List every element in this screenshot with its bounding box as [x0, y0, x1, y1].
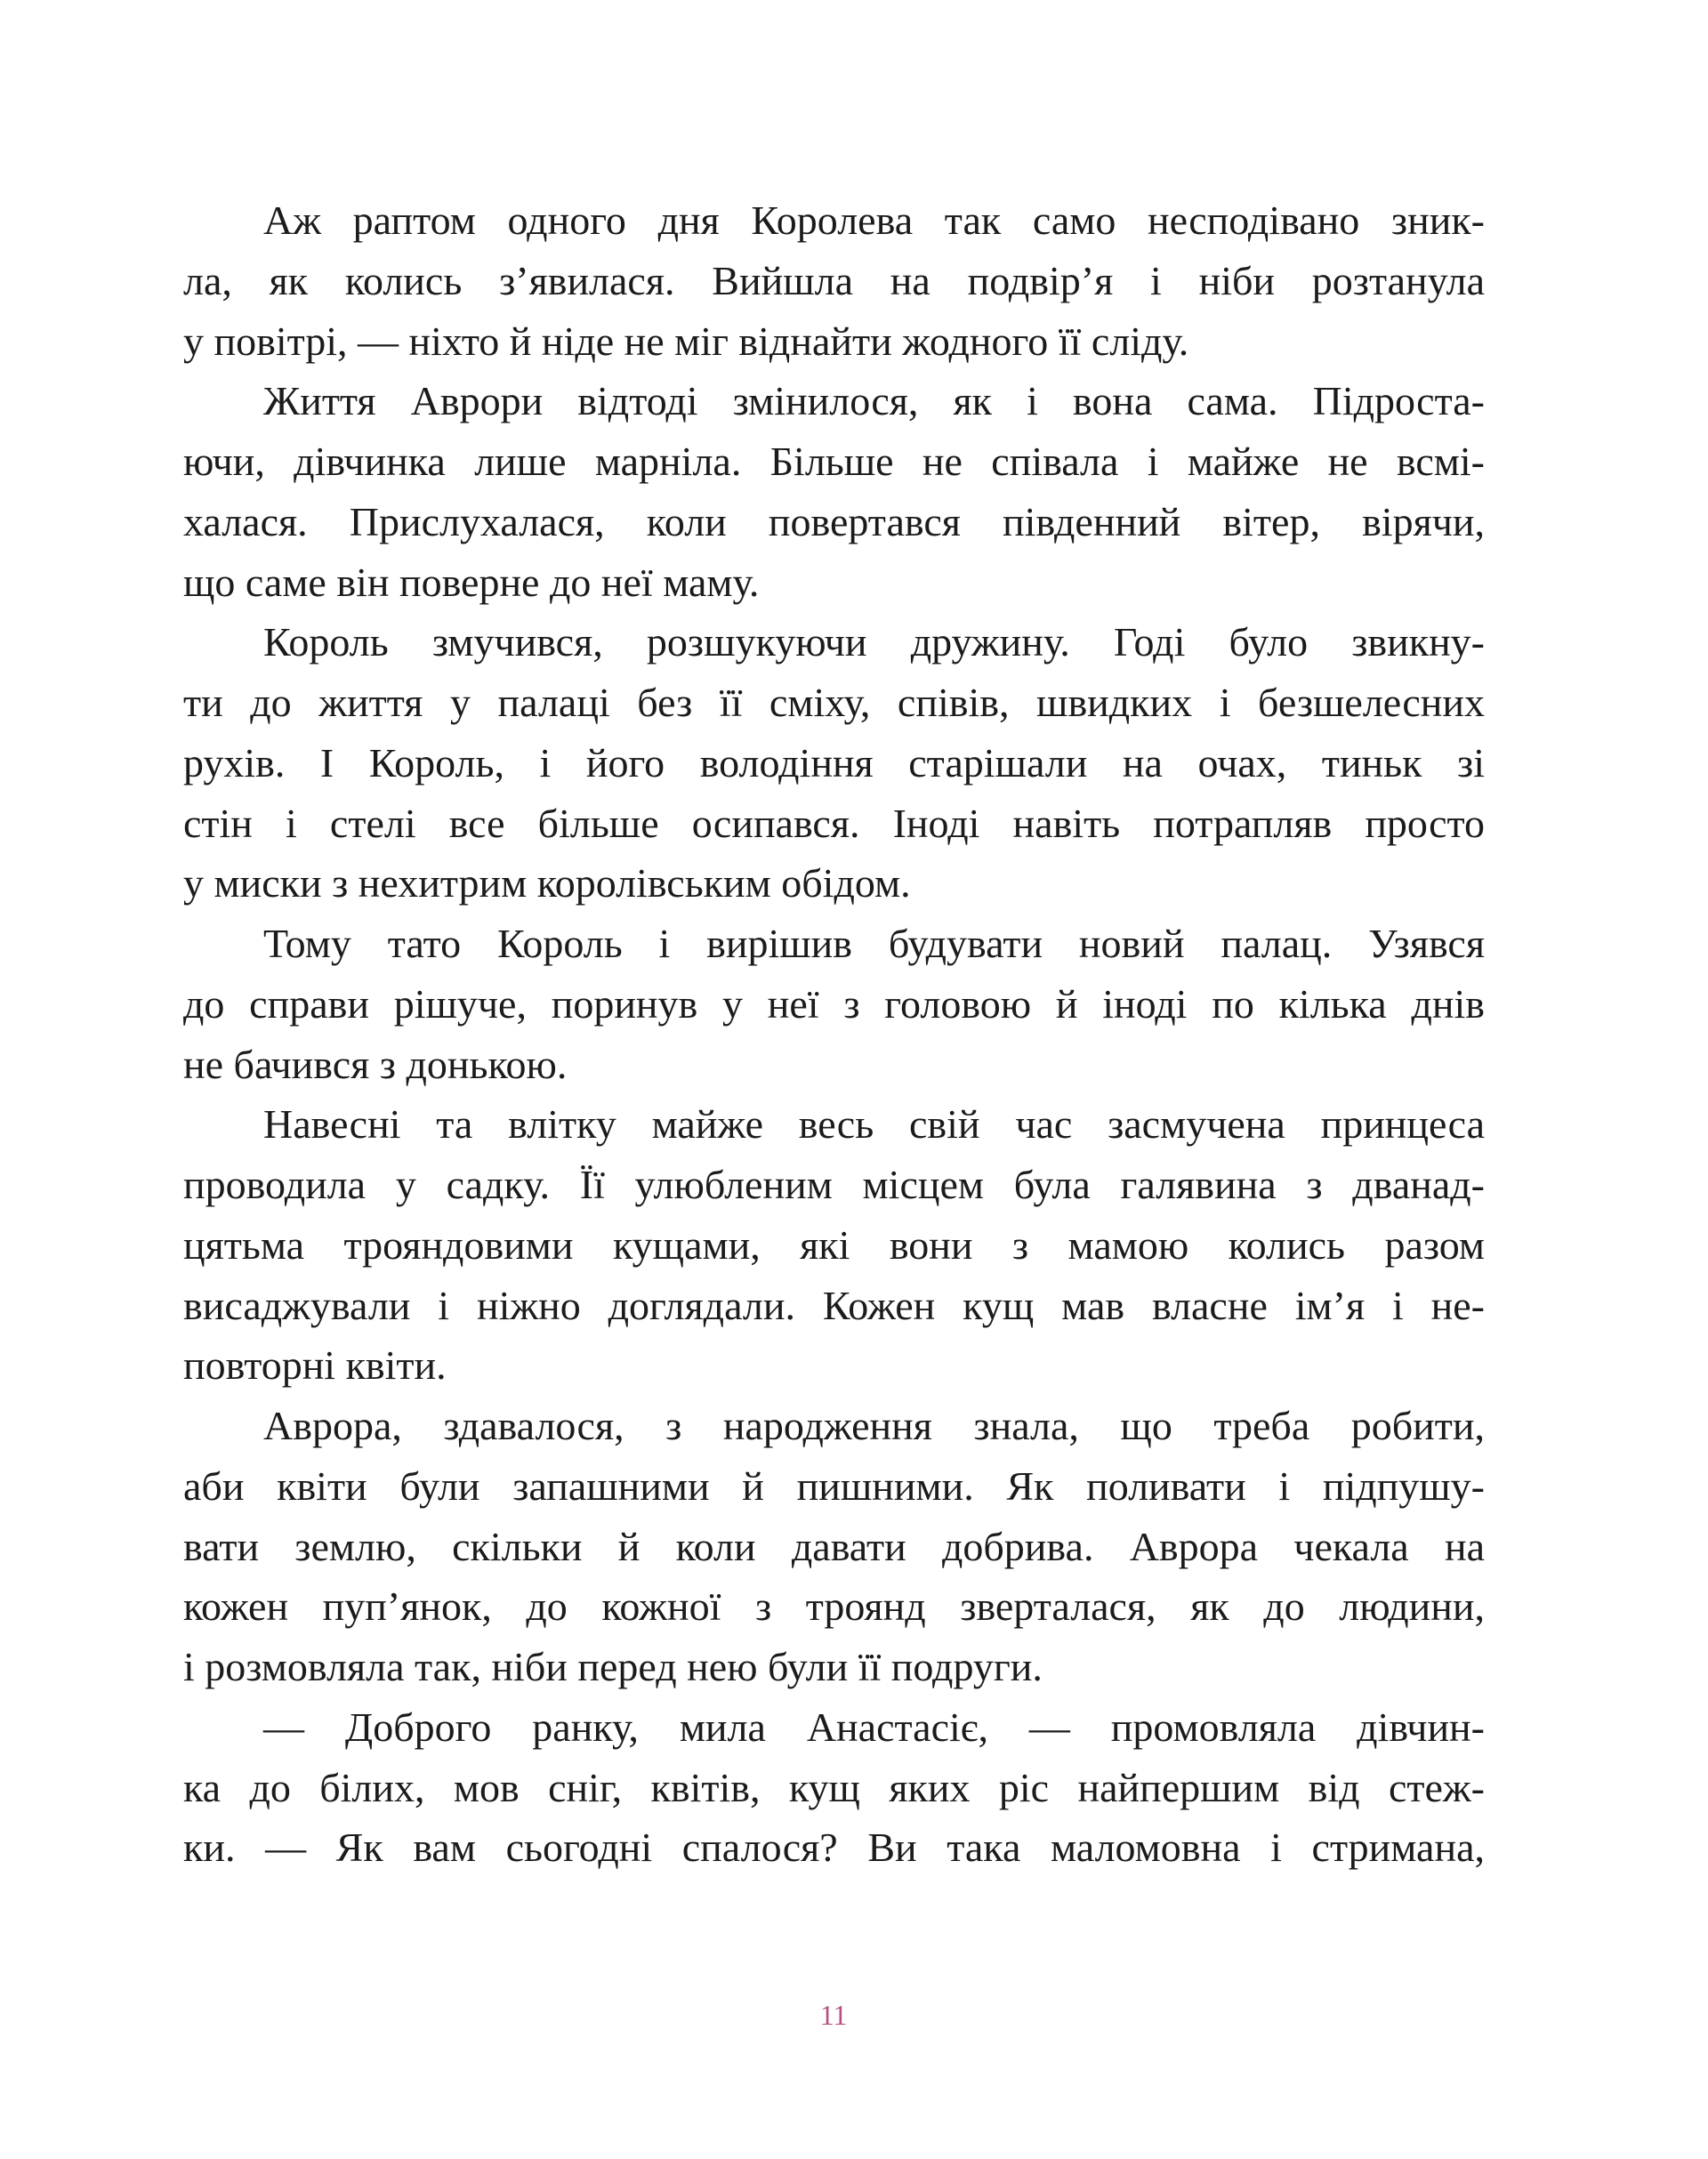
text-line: у повітрі, — ніхто й ніде не міг віднайти жодного її сліду. [183, 318, 1189, 364]
text-line: стін і стелі все більше осипався. Іноді навіть потрапляв просто [183, 800, 1485, 846]
text-line: аби квіти були запашними й пишними. Як поливати і підпушу- [183, 1462, 1485, 1509]
text-line: ючи, дівчинка лише марніла. Більше не співала і майже не всмі- [183, 439, 1485, 484]
text-line: Аж раптом одного дня Королева так само несподівано зник- [263, 197, 1485, 243]
text-line: ка до білих, мов сніг, квітів, кущ яких ріс найпершим від стеж- [183, 1764, 1485, 1810]
text-line: ла, як колись з’явилася. Вийшла на подвір’я і ніби розтанула [183, 257, 1485, 303]
paragraph [183, 612, 1485, 914]
paragraph [183, 1697, 1485, 1878]
text-line: рухів. І Король, і його володіння старішали на очах, тиньк зі [183, 739, 1485, 785]
text-line: до справи рішуче, поринув у неї з головою й іноді по кілька днів [183, 980, 1485, 1027]
text-line: вати землю, скільки й коли давати добрива. Аврора чекала на [183, 1523, 1485, 1569]
paragraph [183, 1094, 1485, 1396]
text-line: Король змучився, розшукуючи дружину. Годі було звикну- [263, 619, 1485, 665]
text-line: кожен пуп’янок, до кожної з троянд зверталася, як до людини, [183, 1583, 1485, 1630]
text-line: цятьма трояндовими кущами, які вони з мамою колись разом [183, 1221, 1485, 1268]
text-line: Навесні та влітку майже весь свій час засмучена принцеса [263, 1101, 1485, 1148]
paragraph [183, 190, 1485, 371]
text-line: Тому тато Король і вирішив будувати новий палац. Узявся [263, 921, 1485, 966]
text-line: повторні квіти. [183, 1342, 447, 1389]
text-line: Життя Аврори відтоді змінилося, як і вона сама. Підроста- [263, 378, 1485, 424]
text-line: і розмовляла так, ніби перед нею були її подруги. [183, 1644, 1043, 1689]
paragraph [183, 371, 1485, 612]
page-number: 11 [819, 1999, 848, 2031]
text-line: у миски з нехитрим королівським обідом. [183, 860, 911, 906]
text-line: що саме він поверне до неї маму. [183, 559, 760, 605]
text-line: халася. Прислухалася, коли повертався південний вітер, вірячи, [183, 498, 1485, 544]
paragraph [183, 914, 1485, 1094]
text-line: не бачився з донькою. [183, 1041, 568, 1087]
body-text [183, 190, 1485, 1878]
text-line: висаджували і ніжно доглядали. Кожен кущ мав власне ім’я і не- [183, 1282, 1485, 1328]
text-line: ти до життя у палаці без її сміху, співів, швидких і безшелесних [183, 680, 1485, 725]
paragraph [183, 1396, 1485, 1697]
text-line: — Доброго ранку, мила Анастасіє, — промовляла дівчин- [263, 1704, 1485, 1750]
text-line: Аврора, здавалося, з народження знала, що треба робити, [263, 1403, 1485, 1448]
text-line: проводила у садку. Її улюбленим місцем була галявина з дванад- [183, 1162, 1485, 1207]
text-line: ки. — Як вам сьогодні спалося? Ви така маломовна і стримана, [183, 1825, 1485, 1871]
